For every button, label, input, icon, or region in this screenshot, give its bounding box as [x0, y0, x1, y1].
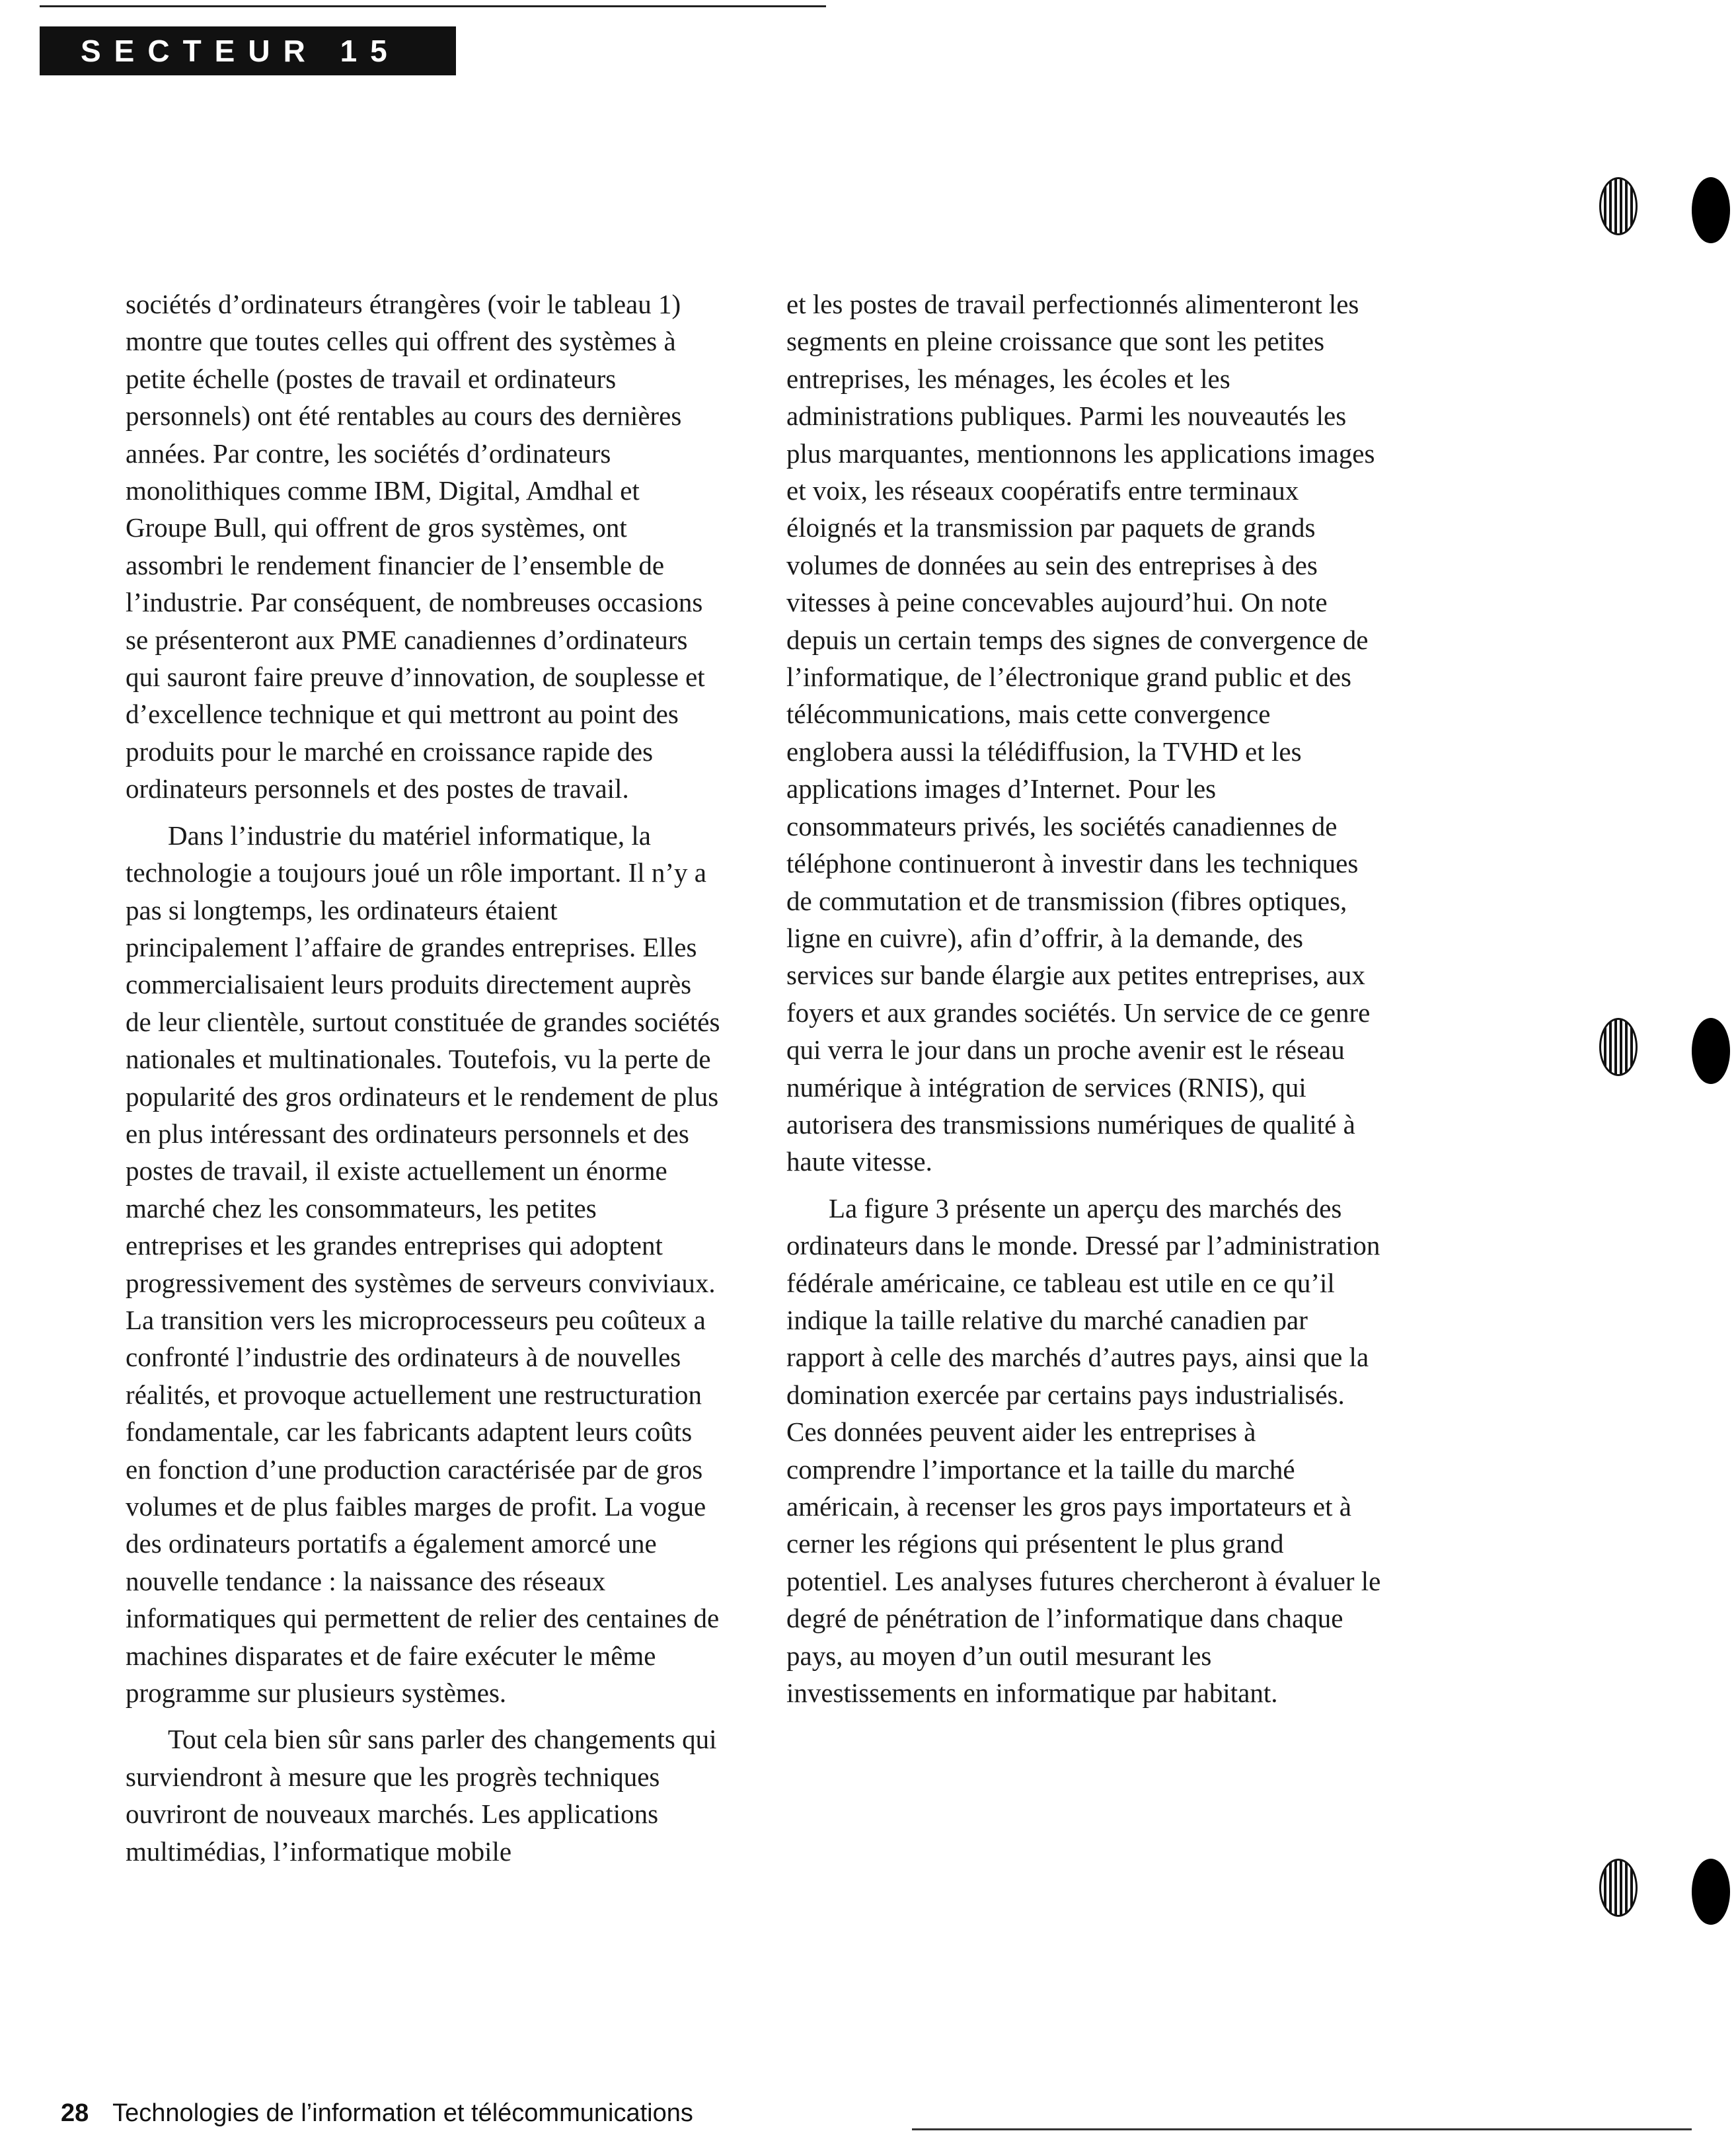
right-text-column	[786, 286, 1381, 1721]
body-paragraph: La figure 3 présente un aperçu des marchés des ordinateurs dans le monde. Dressé par l’administration fédérale américaine, ce tableau est utile en ce qu’il indique la taille relative du marché canadien par rapport à celle des marchés d’autres pays, ainsi que la domination exercée par certains pays industrialisés. Ces données peuvent aider les entreprises à comprendre l’importance et la taille du marché américain, à recenser les gros pays importateurs et à cerner les régions qui présentent le plus grand potentiel. Les analyses futures chercheront à évaluer le degré de pénétration de l’informatique dans chaque pays, au moyen d’un outil mesurant les investissements en informatique par habitant.	[786, 1192, 1381, 1709]
top-rule	[40, 5, 826, 7]
body-paragraph: Dans l’industrie du matériel informatique, la technologie a toujours joué un rôle important. Il n’y a pas si longtemps, les ordinateurs étaient principalement l’affaire de grandes entreprises. Elles commercialisaient leurs produits directement auprès de leur clientèle, surtout constituée de grandes sociétés nationales et multinationales. Toutefois, vu la perte de popularité des gros ordinateurs et le rendement de plus en plus intéressant des ordinateurs personnels et des postes de travail, il existe actuellement un énorme marché chez les consommateurs, les petites entreprises et les grandes entreprises qui adoptent progressivement des systèmes de serveurs conviviaux. La transition vers les microprocesseurs peu coûteux a confronté l’industrie des ordinateurs à de nouvelles réalités, et provoque actuellement une restructuration fondamentale, car les fabricants adaptent leurs coûts en fonction d’une production caractérisée par de gros volumes et de plus faibles marges de profit. La vogue des ordinateurs portatifs a également amorcé une nouvelle tendance : la naissance des réseaux informatiques qui permettent de relier des centaines de machines disparates et de faire exécuter le même programme sur plusieurs systèmes.	[126, 820, 720, 1709]
binder-ring-icon	[1599, 1859, 1638, 1917]
left-text-column	[126, 286, 720, 1879]
binder-ring-icon	[1599, 1018, 1638, 1076]
body-paragraph: sociétés d’ordinateurs étrangères (voir le tableau 1) montre que toutes celles qui offrent des systèmes à petite échelle (postes de travail et ordinateurs personnels) ont été rentables au cours des dernières années. Par contre, les sociétés d’ordinateurs monolithiques comme IBM, Digital, Amdhal et Groupe Bull, qui offrent de gros systèmes, ont assombri le rendement financier de l’ensemble de l’industrie. Par conséquent, de nombreuses occasions se présenteront aux PME canadiennes d’ordinateurs qui sauront faire preuve d’innovation, de souplesse et d’excellence technique et qui mettront au point des produits pour le marché en croissance rapide des ordinateurs personnels et des postes de travail.	[126, 289, 705, 804]
punch-hole-icon	[1692, 1018, 1730, 1084]
punch-hole-icon	[1692, 177, 1730, 243]
binder-ring-icon	[1599, 177, 1638, 235]
body-paragraph: Tout cela bien sûr sans parler des changements qui surviendront à mesure que les progrès techniques ouvriront de nouveaux marchés. Les applications multimédias, l’informatique mobile	[126, 1724, 717, 1867]
bottom-rule	[912, 2128, 1692, 2130]
sector-label: SECTEUR 15	[81, 34, 400, 68]
page-number: 28	[61, 2099, 89, 2127]
body-paragraph: et les postes de travail perfectionnés alimenteront les segments en pleine croissance que sont les petites entreprises, les ménages, les écoles et les administrations publiques. Parmi les nouveautés les plus marquantes, mentionnons les applications images et voix, les réseaux coopératifs entre terminaux éloignés et la transmission par paquets de grands volumes de données au sein des entreprises à des vitesses à peine concevables aujourd’hui. On note depuis un certain temps des signes de convergence de l’informatique, de l’électronique grand public et des télécommunications, mais cette convergence englobera aussi la télédiffusion, la TVHD et les applications images d’Internet. Pour les consommateurs privés, les sociétés canadiennes de téléphone continueront à investir dans les techniques de commutation et de transmission (fibres optiques, ligne en cuivre), afin d’offrir, à la demande, des services sur bande élargie aux petites entreprises, aux foyers et aux grandes sociétés. Un service de ce genre qui verra le jour dans un proche avenir est le réseau numérique à intégration de services (RNIS), qui autorisera des transmissions numériques de qualité à haute vitesse.	[786, 289, 1375, 1177]
publication-title: Technologies de l’information et télécommunications	[112, 2099, 693, 2127]
punch-hole-icon	[1692, 1859, 1730, 1925]
page-footer	[61, 2099, 693, 2128]
sector-header-banner	[40, 26, 456, 75]
